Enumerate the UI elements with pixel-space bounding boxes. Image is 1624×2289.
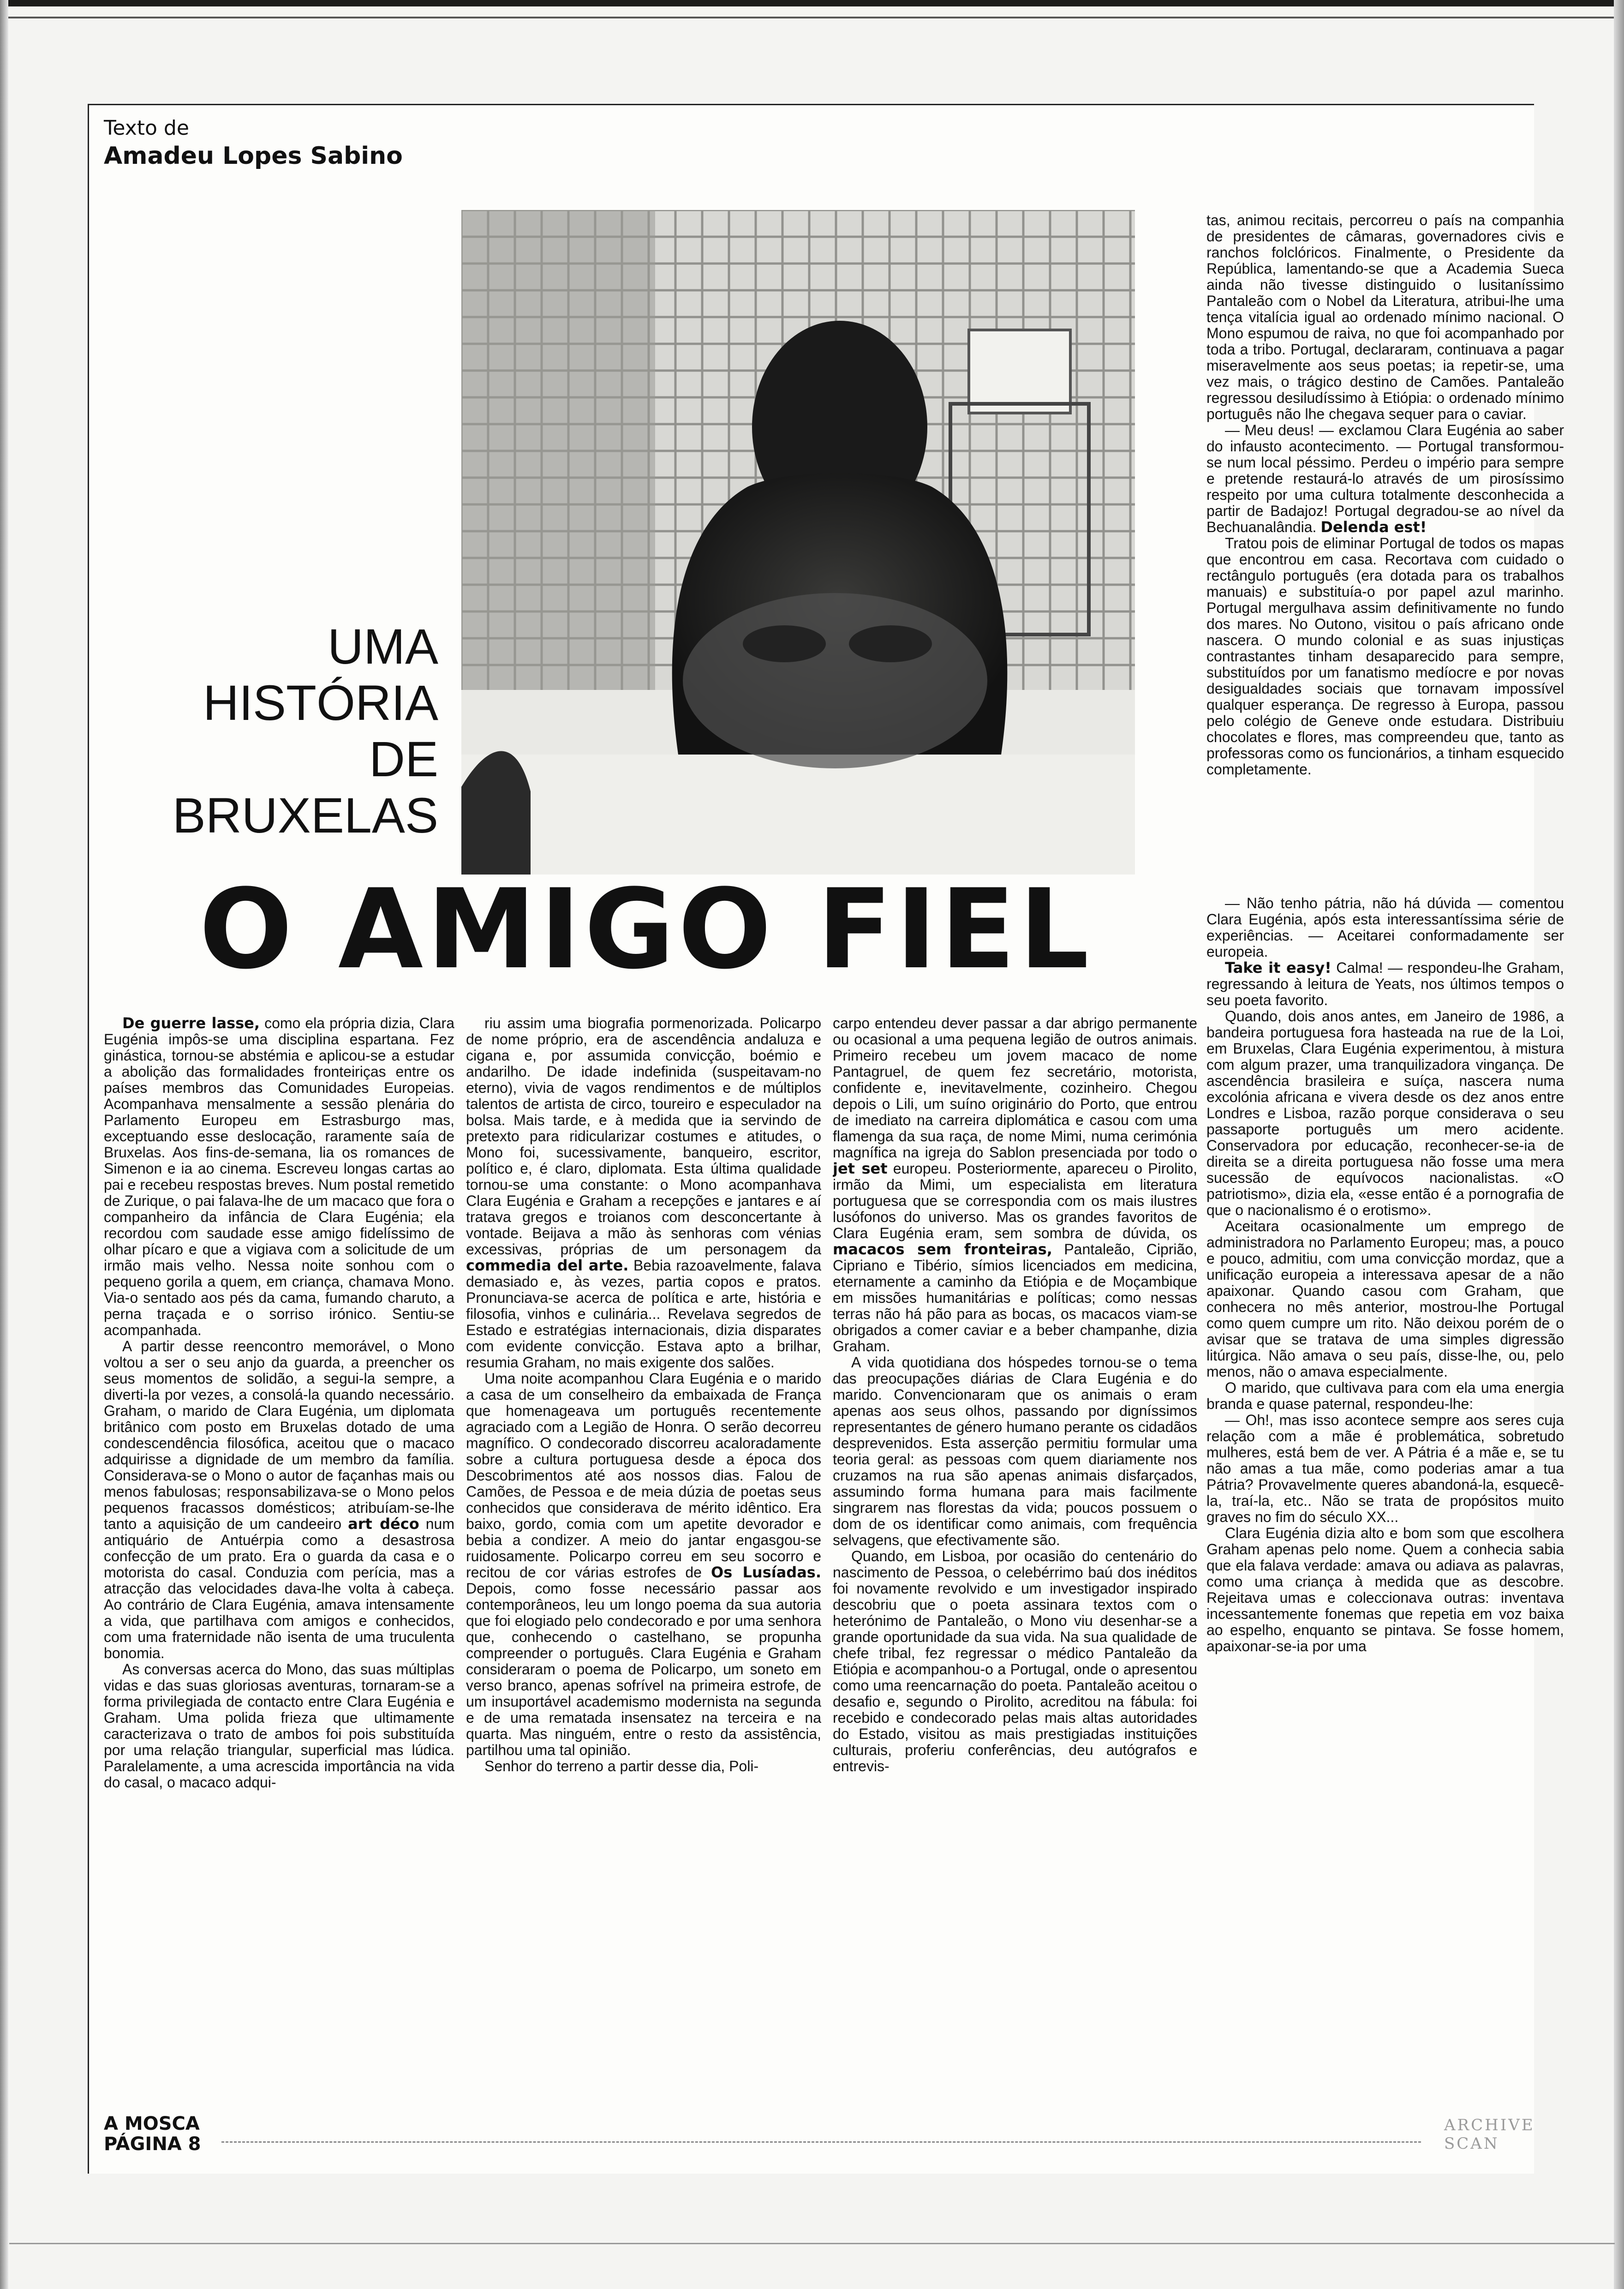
body-text: tas, animou recitais, percorreu o país na companhia de presidentes de câmaras, governadores civis e ranchos folclóricos. Finalmente, o Presidente da República, lamentando-se que a Academia Sueca ainda não tivesse distinguido o lusitaníssimo Pantaleão com o Nobel da Literatura, atribui-lhe uma tença vitalícia igual ao ordenado mínimo nacional. O Mono espumou de raiva, no que foi acompanhado por toda a tribo. Portugal, declararam, continuava a pagar miseravelmente aos seus poetas; ia repetir-se, uma vez mais, o trágico destino de Camões. Pantaleão regressou desiludíssimo à Etiópia: o ordenado mínimo português não lhe chegava sequer para o caviar.: [1206, 212, 1564, 422]
article-paragraph: [104, 1015, 454, 1338]
byline-author: Amadeu Lopes Sabino: [104, 142, 403, 170]
body-text: Senhor do terreno a partir desse dia, Poli-: [484, 1758, 759, 1774]
column-b: [466, 1015, 821, 2109]
article-paragraph: [1206, 1008, 1564, 1218]
kicker-line: DE: [369, 731, 438, 787]
emphasis-text: Take it easy!: [1225, 959, 1331, 977]
body-text: Uma noite acompanhou Clara Eugénia e o marido a casa de um conselheiro da embaixada de França que homenageava um português recentemente agraciado com a Legião de Honra. O serão decorreu magnífico. O condecorado discorreu acaloradamente sobre a cultura portuguesa desde a época dos Descobrimentos até aos nossos dias. Falou de Camões, de Pessoa e de meia dúzia de poetas seus conhecidos que considerava de mérito idêntico. Era baixo, gordo, comia com um apetite devorador e bebia a condizer. A meio do jantar engasgou-se ruidosamente. Policarpo correu em seu socorro e recitou de cor várias estrofes de: [466, 1370, 821, 1581]
emphasis-text: Os Lusíadas.: [711, 1564, 821, 1581]
stamp-line: ARCHIVE: [1444, 2116, 1535, 2134]
body-text: como ela própria dizia, Clara Eugénia impôs-se uma disciplina espartana. Fez ginástica, tornou-se abstémia e aplicou-se a estudar a abolição das formalidades fronteiriças entre os países membros das Comunidades Europeias. Acompanhava mensalmente a sessão plenária do Parlamento Europeu em Estrasburgo mas, exceptuando esse deslocação, raramente saía de Bruxelas. Aos fins-de-semana, lia os romances de Simenon e ia ao cinema. Escreveu longas cartas ao pai e recebeu respostas breves. Num postal remetido de Zurique, o pai falava-lhe de um macaco que fora o companheiro da infância de Clara Eugénia; ela recordou com saudade esse amigo fidelíssimo de olhar pícaro e que a vigiava com a solicitude de um irmão mais velho. Nessa noite sonhou com o pequeno gorila a quem, em criança, chamava Mono. Via-o sentado aos pés da cama, fumando charuto, a perna traçada e o sorriso irónico. Sentiu-se acompanhada.: [104, 1015, 454, 1338]
body-text: A partir desse reencontro memorável, o Mono voltou a ser o seu anjo da guarda, a preencher os seus momentos de solidão, a segui-la sempre, a diverti-la por vezes, a consolá-la quando necessário. Graham, o marido de Clara Eugénia, um diplomata britânico com posto em Bruxelas dotado de uma condescendência filosófica, aceitou que o macaco adquirisse a dignidade de um membro da família. Considerava-se o Mono o autor de façanhas mais ou menos fabulosas; responsabilizava-se o Mono pelos pequenos fracassos domésticos; atribuíam-se-lhe tanto a aquisição de um candeeiro: [104, 1338, 454, 1532]
column-d-top: [1206, 212, 1564, 891]
emphasis-text: commedia del arte.: [466, 1257, 629, 1274]
kicker-line: HISTÓRIA: [203, 675, 438, 731]
article-paragraph: [1206, 1412, 1564, 1525]
article-paragraph: [1206, 960, 1564, 1008]
scan-edge-right: [1614, 0, 1624, 2289]
emphasis-text: art déco: [348, 1515, 419, 1533]
emphasis-text: macacos sem fronteiras,: [833, 1240, 1052, 1258]
kicker-line: UMA: [328, 618, 438, 674]
scan-rule-bottom: [9, 2243, 1615, 2244]
page-number: PÁGINA 8: [104, 2133, 201, 2155]
body-text: riu assim uma biografia pormenorizada. Policarpo de nome próprio, era de ascendência andaluza e cigana e, por assumida convicção, boémio e andarilho. De idade indefinida (suspeitavam-no eterno), vivia de vagos rendimentos e de múltiplos talentos de artista de circo, toureiro e especulador na bolsa. Mais tarde, e à medida que ia servindo de pretexto para ridicularizar costumes e atitudes, o Mono foi, sucessivamente, banqueiro, escritor, político e, é claro, diplomata. Esta última qualidade tornou-se uma constante: o Mono acompanhava Clara Eugénia e Graham a recepções e jantares e aí tratava gregos e troianos com desconcertante à vontade. Beijava a mão às senhoras com vénias excessivas, próprias de um personagem da: [466, 1015, 821, 1258]
body-text: europeu. Posteriormente, apareceu o Pirolito, irmão da Mimi, um especialista em literatura portuguesa que se correspondia com os mais ilustres lusófonos do universo. Mas os grandes favoritos de Clara Eugénia eram, sem sombra de dúvida, os: [833, 1160, 1197, 1241]
column-d-bottom: [1206, 895, 1564, 2109]
article-paragraph: [1206, 1380, 1564, 1412]
gorilla-photo: [461, 210, 1135, 875]
body-text: O marido, que cultivava para com ela uma energia branda e quase paternal, respondeu-lhe:: [1206, 1379, 1564, 1412]
headline: O AMIGO FIEL: [199, 866, 1093, 994]
body-text: Tratou pois de eliminar Portugal de todos os mapas que encontrou em casa. Recortava com cuidado o rectângulo português (era dotada para os trabalhos manuais) e substituía-o por papel azul marinho. Portugal mergulhava assim definitivamente no fundo dos mares. No Outono, visitou o país africano onde nascera. O mundo colonial e as suas injustiças contrastantes tinham desaparecido para sempre, substituídos por um fanatismo medíocre e por novas desigualdades sociais que tornavam impossível qualquer esperança. De regresso à Europa, passou pelo colégio de Geneve onde estudara. Distribuiu chocolates e flores, mas compreendeu que, tanto as professoras como os funcionários, a tinham esquecido completamente.: [1206, 535, 1564, 778]
article-paragraph: [833, 1548, 1197, 1774]
body-text: Calma! — respondeu-lhe Graham, regressando à leitura de Yeats, nos últimos tempos o seu poeta favorito.: [1206, 959, 1564, 1008]
body-text: Depois, como fosse necessário passar aos contemporâneos, leu um longo poema da sua autoria que foi elogiado pelo condecorado e por uma senhora que, conhecendo o castelhano, se propunha compreender o português. Clara Eugénia e Graham consideraram o poema de Policarpo, um soneto em verso branco, apenas sofrível na primeira estrofe, de um insuportável academismo modernista na segunda e de uma rematada insensatez na terceira e na quarta. Mas ninguém, entre o resto da assistência, partilhou uma tal opinião.: [466, 1580, 821, 1758]
body-text: — Oh!, mas isso acontece sempre aos seres cuja relação com a mãe é problemática, sobretudo mulheres, está bem de ver. A Pátria é a mãe e, se tu não amas a tua mãe, como poderias amar a tua Pátria? Provavelmente queres abandoná-la, esquecê-la, traí-la, etc.. Não se trata de propósitos muito graves no fim do século XX...: [1206, 1412, 1564, 1525]
article-paragraph: [104, 1661, 454, 1791]
article-paragraph: [466, 1371, 821, 1758]
footer-rule: [221, 2141, 1421, 2143]
body-text: carpo entendeu dever passar a dar abrigo permanente ou ocasional a uma pequena legião de outros animais. Primeiro recebeu um jovem macaco de nome Pantagruel, de quem fez secretário, motorista, confidente e, inevitavelmente, cozinheiro. Chegou depois o Lili, um suíno originário do Porto, que entrou de imediato na carreira diplomática e casou com uma flamenga da sua raça, de nome Mimi, numa cerimónia magnífica na igreja do Sablon presenciada por todo o: [833, 1015, 1197, 1161]
body-text: — Não tenho pátria, não há dúvida — comentou Clara Eugénia, após esta interessantíssima série de experiências. — Aceitarei conformadamente ser europeia.: [1206, 895, 1564, 960]
article-paragraph: [1206, 895, 1564, 960]
publication-name: A MOSCA: [104, 2113, 200, 2134]
article-paragraph: [1206, 1525, 1564, 1654]
scan-edge-left: [0, 0, 8, 2289]
kicker-title: [138, 618, 438, 844]
article-paragraph: [466, 1015, 821, 1371]
archive-stamp: [1444, 2116, 1550, 2157]
article-paragraph: [1206, 212, 1564, 422]
body-text: As conversas acerca do Mono, das suas múltiplas vidas e das suas gloriosas aventuras, tornaram-se a forma privilegiada de contacto entre Clara Eugénia e Graham. Uma polida frieza que ultimamente caracterizava o trato de ambos foi pois substituída por uma relação triangular, superficial mas lúdica. Paralelamente, a uma acrescida importância na vida do casal, o macaco adqui-: [104, 1661, 454, 1791]
body-text: — Meu deus! — exclamou Clara Eugénia ao saber do infausto acontecimento. — Portugal transformou-se num local péssimo. Perdeu o império para sempre e pretende restaurá-lo através de um pirosíssimo respeito por uma cultura totalmente desconhecida a partir de Badajoz! Portugal degradou-se ao nível da Bechuanalândia.: [1206, 422, 1564, 535]
article-paragraph: [466, 1758, 821, 1774]
byline: [104, 115, 403, 171]
body-text: Quando, dois anos antes, em Janeiro de 1986, a bandeira portuguesa fora hasteada na rue de la Loi, em Bruxelas, Clara Eugénia experimentou, à mistura com algum prazer, uma tranquilizadora vingança. De ascendência brasileira e suíça, nascera numa excolónia africana e vivera desde os dez anos entre Londres e Lisboa, razão porque considerava o seu passaporte português um mero acidente. Conservadora por educação, reconhecer-se-ia de direita se a direita portuguesa não fosse uma mera sucessão de equívocos nacionalistas. «O patriotismo», dizia ela, «esse então é a pornografia de que o nacionalismo é o erotismo».: [1206, 1008, 1564, 1218]
emphasis-text: jet set: [833, 1160, 888, 1177]
article-paragraph: [104, 1338, 454, 1661]
body-text: Bebia razoavelmente, falava demasiado e, às vezes, partia copos e pratos. Pronunciava-se acerca de política e arte, história e filosofia, vinhos e culinária... Revelava segredos de Estado e estratégias internacionais, dizia disparates com evidente convicção. Estava apto a brilhar, resumia Graham, no mais exigente dos salões.: [466, 1257, 821, 1371]
body-text: A vida quotidiana dos hóspedes tornou-se o tema das preocupações diárias de Clara Eugénia e do marido. Convencionaram que os animais o eram apenas aos seus olhos, passando por digníssimos representantes de género humano perante os cidadãos desprevenidos. Esta asserção permitiu formular uma teoria geral: as pessoas com quem diariamente nos cruzamos na rua são apenas animais disfarçados, assumindo forma humana para mais facilmente singrarem nas florestas da vida; poucos possuem o dom de os identificar como animais, com frequência selvagens, que efectivamente são.: [833, 1354, 1197, 1548]
gorilla-image: [461, 210, 1135, 875]
emphasis-text: Delenda est!: [1320, 518, 1427, 536]
article-paragraph: [1206, 535, 1564, 778]
body-text: Clara Eugénia dizia alto e bom som que escolhera Graham apenas pelo nome. Quem a conhecia sabia que ela falava verdade: amava ou adiava as palavras, como uma criança à medida que as descobre. Rejeitava umas e coleccionava outras: inventava incessantemente fonemas que repetia em voz baixa ao espelho, enquanto se pintava. Se fosse homem, apaixonar-se-ia por uma: [1206, 1525, 1564, 1654]
body-text: Pantaleão, Ciprião, Cipriano e Tibério, símios licenciados em medicina, eternamente a caminho da Etiópia e de Moçambique em missões humanitárias e políticas; como nessas terras não há pão para as bocas, os macacos viam-se obrigados a comer caviar e a beber champanhe, dizia Graham.: [833, 1241, 1197, 1354]
page-footer: [104, 2114, 201, 2154]
scan-rule: [0, 17, 1624, 18]
byline-label: Texto de: [104, 116, 189, 140]
body-text: Aceitara ocasionalmente um emprego de administradora no Parlamento Europeu; mas, a pouco e pouco, admitiu, com uma convicção mordaz, que a unificação europeia a interessava apesar de a não apaixonar. Quando casou com Graham, que conhecera no mês anterior, mostrou-lhe Portugal como quem cumpre um rito. Não deixou porém de o avisar que se tratava de uma simples digressão litúrgica. Não amava o seu país, disse-lhe, ou, pelo menos, não o amava especialmente.: [1206, 1218, 1564, 1380]
emphasis-text: De guerre lasse,: [122, 1015, 260, 1032]
article-paragraph: [1206, 422, 1564, 535]
article-paragraph: [833, 1015, 1197, 1354]
body-text: Quando, em Lisboa, por ocasião do centenário do nascimento de Pessoa, o celebérrimo baú dos inéditos foi novamente revolvido e um investigador inspirado descobriu que o poeta assinara textos com o heterónimo de Pantaleão, o Mono viu desenhar-se a grande oportunidade da sua vida. Na sua qualidade de chefe tribal, fez regressar o médico Pantaleão da Etiópia e acompanhou-o a Portugal, onde o apresentou como uma reencarnação do poeta. Pantaleão aceitou o desafio e, segundo o Pirolito, acreditou na fábula: foi recebido e condecorado pelas mais altas autoridades do Estado, visitou as mais prestigiadas instituições culturais, proferiu conferências, deu autógrafos e entrevis-: [833, 1548, 1197, 1774]
column-c: [833, 1015, 1197, 2109]
article-paragraph: [1206, 1218, 1564, 1380]
column-a: [104, 1015, 454, 2109]
stamp-line: SCAN: [1444, 2134, 1499, 2153]
article-paragraph: [833, 1354, 1197, 1548]
body-text: num antiquário de Antuérpia como a desastrosa confecção de um prato. Era o guarda da casa e o motorista do casal. Conduzia com perícia, mas a atracção das velocidades dava-lhe volta à cabeça. Ao contrário de Clara Eugénia, amava intensamente a vida, que partilhava com amigos e conhecidos, com uma fraternidade não isenta de uma truculenta bonomia.: [104, 1516, 454, 1661]
scan-edge-top: [0, 0, 1624, 6]
kicker-line: BRUXELAS: [172, 787, 438, 843]
